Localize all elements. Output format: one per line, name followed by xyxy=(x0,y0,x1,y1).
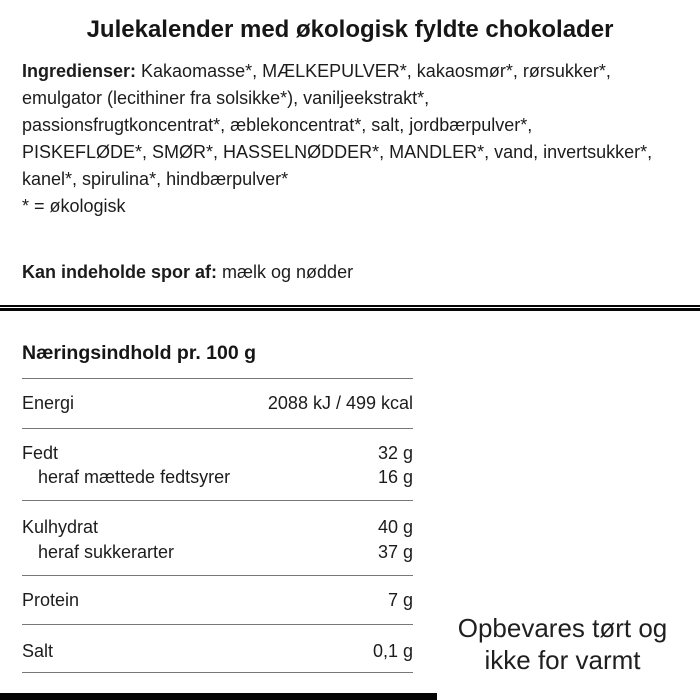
table-divider xyxy=(22,575,413,576)
row-label: heraf mættede fedtsyrer xyxy=(38,467,231,487)
ingredients-label: Ingredienser: xyxy=(22,61,137,81)
nutrition-row-maettede-fedtsyrer xyxy=(22,464,413,491)
clipped-bottom-divider xyxy=(0,693,437,700)
nutrition-row-energi xyxy=(22,390,413,417)
row-value: 32 g xyxy=(377,443,413,463)
row-label: Energi xyxy=(22,393,75,413)
ingredient-line: PISKEFLØDE*, SMØR*, HASSELNØDDER*, MANDLER*, vand, invertsukker*, xyxy=(22,142,653,162)
row-label: Salt xyxy=(22,641,54,661)
ingredients-text xyxy=(22,58,700,220)
nutrition-row-protein xyxy=(22,587,413,614)
row-value: 40 g xyxy=(377,517,413,537)
row-label: Protein xyxy=(22,590,80,610)
row-value: 2088 kJ / 499 kcal xyxy=(267,393,413,413)
allergen-text xyxy=(22,259,700,286)
allergen-label: Kan indeholde spor af: xyxy=(22,262,218,282)
nutrition-row-fedt xyxy=(22,440,413,467)
divider-line-bottom xyxy=(0,308,700,311)
table-divider xyxy=(22,624,413,625)
row-label: heraf sukkerarter xyxy=(38,542,175,562)
row-value: 7 g xyxy=(387,590,413,610)
row-value: 16 g xyxy=(377,467,413,487)
row-label: Fedt xyxy=(22,443,59,463)
nutrition-heading: Næringsindhold pr. 100 g xyxy=(22,342,257,364)
storage-note xyxy=(425,612,700,676)
nutrition-row-salt xyxy=(22,638,413,665)
organic-note: * = økologisk xyxy=(22,196,126,216)
ingredient-line xyxy=(22,58,700,85)
table-divider xyxy=(22,428,413,429)
storage-line-2: ikke for varmt xyxy=(484,645,641,675)
nutrition-row-kulhydrat xyxy=(22,514,413,541)
ingredient-line-rest: Kakaomasse*, MÆLKEPULVER*, kakaosmør*, rørsukker*, xyxy=(136,61,611,81)
ingredient-line: passionsfrugtkoncentrat*, æblekoncentrat*, salt, jordbærpulver*, xyxy=(22,115,533,135)
row-label: Kulhydrat xyxy=(22,517,99,537)
allergen-value: mælk og nødder xyxy=(217,262,354,282)
table-divider xyxy=(22,378,413,379)
product-title: Julekalender med økologisk fyldte chokolader xyxy=(86,16,614,43)
nutrition-row-sukkerarter xyxy=(22,539,413,566)
ingredient-line: emulgator (lecithiner fra solsikke*), vaniljeekstrakt*, xyxy=(22,88,430,108)
section-divider-thick xyxy=(0,305,700,311)
row-value: 0,1 g xyxy=(372,641,413,661)
row-value: 37 g xyxy=(377,542,413,562)
storage-line-1: Opbevares tørt og xyxy=(457,613,668,643)
ingredient-line: kanel*, spirulina*, hindbærpulver* xyxy=(22,169,289,189)
table-divider xyxy=(22,500,413,501)
table-divider xyxy=(22,672,413,673)
